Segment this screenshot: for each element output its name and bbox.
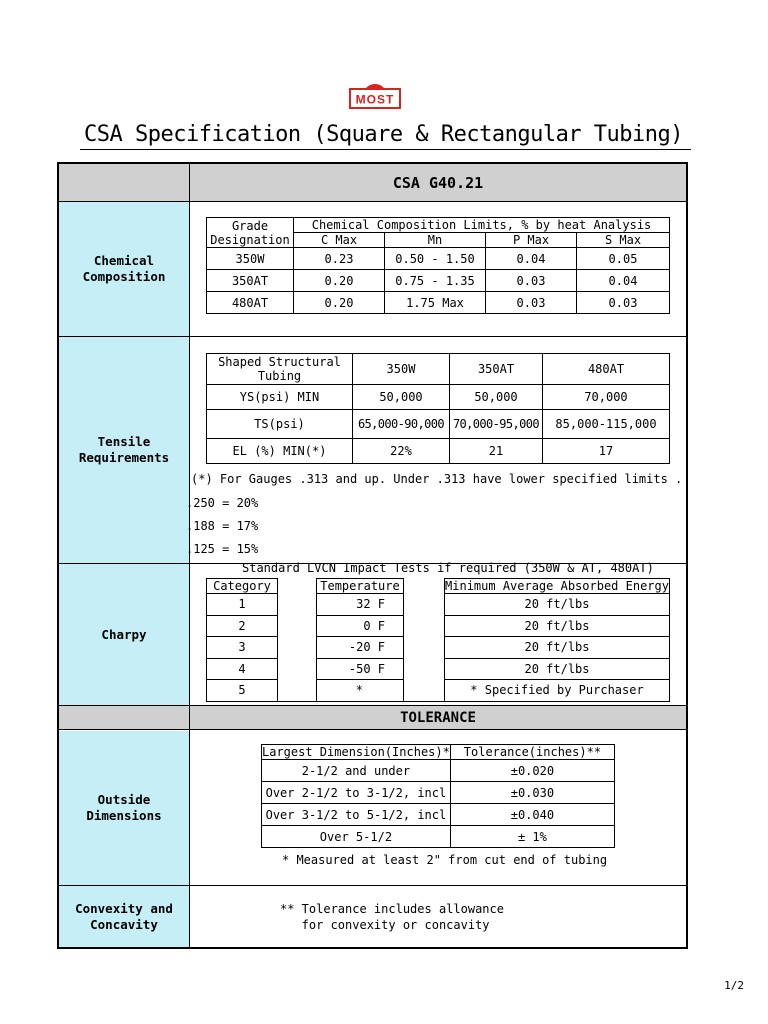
header-csa: CSA G40.21 [190, 164, 686, 202]
cell: 0.04 [577, 270, 670, 292]
col-c-max: C Max [294, 233, 385, 248]
cell: Over 5-1/2 [262, 826, 451, 848]
table-row [207, 439, 670, 464]
cell: 0.50 - 1.50 [385, 248, 486, 270]
grid-hline [59, 336, 686, 337]
spacer [278, 594, 317, 616]
table-row [207, 615, 670, 637]
spacer [404, 680, 445, 702]
table-row [207, 658, 670, 680]
spacer [404, 658, 445, 680]
page-number: 1/2 [724, 979, 744, 992]
tensile-table [206, 353, 670, 464]
dimension-footnote: * Measured at least 2" from cut end of tubing [282, 853, 608, 867]
cell: 50,000 [353, 385, 450, 410]
table-row [207, 410, 670, 439]
svg-text:MOST: MOST [355, 92, 395, 107]
label-outside-dimensions: Outside Dimensions [59, 731, 189, 885]
cell: ±0.020 [450, 760, 614, 782]
cell: 0.04 [486, 248, 577, 270]
cell: 0.03 [486, 270, 577, 292]
cell: * [317, 680, 404, 702]
table-row [207, 292, 670, 314]
page-title: CSA Specification (Square & Rectangular Tubing) [84, 122, 684, 147]
cell: 22% [353, 439, 450, 464]
cell: 70,000 [543, 385, 670, 410]
label-charpy: Charpy [59, 564, 189, 705]
table-row [262, 826, 615, 848]
cell: 1.75 Max [385, 292, 486, 314]
grid-hline [59, 885, 686, 886]
table-row [262, 760, 615, 782]
cell: ±0.030 [450, 782, 614, 804]
grid-hline [59, 201, 686, 202]
spacer [278, 615, 317, 637]
cell: 0 F [317, 615, 404, 637]
cell: 21 [450, 439, 543, 464]
table-row [262, 782, 615, 804]
title-underline [80, 149, 691, 150]
tensile-note-188: .188 = 17% [186, 519, 259, 533]
tensile-footnote: (*) For Gauges .313 and up. Under .313 have lower specified limits . [191, 472, 683, 486]
cell: 20 ft/lbs [445, 594, 670, 616]
chemical-composition-table [206, 217, 670, 314]
grid-hline [59, 729, 686, 730]
cell: 0.75 - 1.35 [385, 270, 486, 292]
charpy-header-category: Category [207, 579, 278, 594]
cell: 20 ft/lbs [445, 658, 670, 680]
cell: 20 ft/lbs [445, 615, 670, 637]
table-row [262, 804, 615, 826]
cell: 70,000-95,000 [450, 410, 543, 439]
col-p-max: P Max [486, 233, 577, 248]
table-row [207, 637, 670, 659]
charpy-header-energy: Minimum Average Absorbed Energy [445, 579, 669, 593]
col-mn: Mn [385, 233, 486, 248]
spacer [404, 579, 445, 594]
table-row [207, 385, 670, 410]
cell: * Specified by Purchaser [445, 680, 670, 702]
charpy-header-temperature: Temperature [317, 579, 404, 594]
cell: ±0.040 [450, 804, 614, 826]
cell: 4 [207, 658, 278, 680]
tensile-header-tubing: Shaped Structural Tubing [207, 354, 353, 385]
spacer [278, 680, 317, 702]
cell: 1 [207, 594, 278, 616]
outside-dimensions-table [261, 744, 615, 848]
charpy-table [206, 578, 670, 702]
cell: 0.20 [294, 270, 385, 292]
spacer [278, 637, 317, 659]
cell: -20 F [317, 637, 404, 659]
dim-header-tolerance: Tolerance(inches)** [450, 745, 614, 760]
cell: 0.05 [577, 248, 670, 270]
tolerance-corner [59, 706, 190, 729]
col-s-max: S Max [577, 233, 670, 248]
tensile-header-480at: 480AT [543, 354, 670, 385]
cell: 0.03 [577, 292, 670, 314]
label-tensile: Tensile Requirements [59, 337, 189, 563]
cell: -50 F [317, 658, 404, 680]
corner-cell [59, 164, 190, 202]
tensile-header-350w: 350W [353, 354, 450, 385]
tensile-note-125: .125 = 15% [186, 542, 259, 556]
cell: 0.03 [486, 292, 577, 314]
cell: EL (%) MIN(*) [207, 439, 353, 464]
cell: 5 [207, 680, 278, 702]
cell: 85,000-115,000 [543, 410, 670, 439]
cell: Over 3-1/2 to 5-1/2, incl [262, 804, 451, 826]
cell: 480AT [207, 292, 294, 314]
spacer [404, 594, 445, 616]
tensile-header-350at: 350AT [450, 354, 543, 385]
table-row [207, 594, 670, 616]
cell: 350AT [207, 270, 294, 292]
spacer [404, 615, 445, 637]
most-logo [347, 82, 403, 114]
dim-header-largest: Largest Dimension(Inches)* [262, 745, 450, 759]
limits-header: Chemical Composition Limits, % by heat Analysis [294, 218, 670, 233]
cell: 0.23 [294, 248, 385, 270]
table-row [207, 248, 670, 270]
cell: 32 F [317, 594, 404, 616]
cell: TS(psi) [207, 410, 353, 439]
cell: 3 [207, 637, 278, 659]
tensile-note-250: .250 = 20% [186, 496, 259, 510]
table-row [207, 270, 670, 292]
table-row [207, 680, 670, 702]
spacer [278, 579, 317, 594]
cell: Over 2-1/2 to 3-1/2, incl [262, 782, 451, 804]
spacer [404, 637, 445, 659]
cell: 0.20 [294, 292, 385, 314]
cell: YS(psi) MIN [207, 385, 353, 410]
spacer [278, 658, 317, 680]
header-tolerance: TOLERANCE [190, 706, 686, 729]
cell: 50,000 [450, 385, 543, 410]
label-convexity: Convexity and Concavity [59, 886, 189, 947]
cell: 65,000-90,000 [353, 410, 450, 439]
cell: 350W [207, 248, 294, 270]
grid-hline [59, 705, 686, 706]
cell: 20 ft/lbs [445, 637, 670, 659]
convexity-note: ** Tolerance includes allowance for convexity or concavity [280, 902, 504, 932]
cell: 2 [207, 615, 278, 637]
grade-header: Grade Designation [207, 218, 294, 248]
cell: 2-1/2 and under [262, 760, 451, 782]
label-chemical: Chemical Composition [59, 202, 189, 336]
grid-vline [189, 164, 190, 949]
charpy-caption: Standard LVCN Impact Tests if required (350W & AT, 480AT) [242, 561, 654, 575]
cell: 17 [543, 439, 670, 464]
cell: ± 1% [450, 826, 614, 848]
